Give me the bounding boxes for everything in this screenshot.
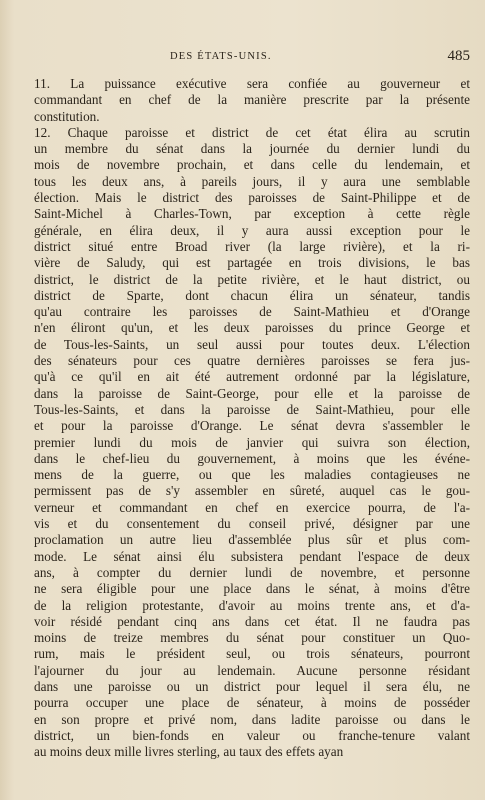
text-line: moins de treize membres du sénat pour constituer un Quo- bbox=[34, 630, 470, 646]
text-line: et pour la paroisse d'Orange. Le sénat devra s'assembler le bbox=[34, 418, 470, 434]
text-line: tous les deux ans, à pareils jours, il y aura une semblable bbox=[34, 173, 470, 189]
page-number: 485 bbox=[447, 48, 470, 64]
text-line: district, un bien-fonds en valeur ou franche-tenure valant bbox=[34, 727, 470, 743]
text-line: l'ajourner du jour au lendemain. Aucune personne résidant bbox=[34, 662, 470, 678]
text-line: qu'au contraire les paroisses de Saint-Mathieu et d'Orange bbox=[34, 304, 470, 320]
text-line: mens de la guerre, ou que les maladies contagieuses ne bbox=[34, 467, 470, 483]
text-line: verneur et commandant en chef en exercice pourra, de l'a- bbox=[34, 499, 470, 515]
text-line: vis et du consentement du conseil privé, désigner par une bbox=[34, 516, 470, 532]
text-line: district situé entre Broad river (la large rivière), et la ri- bbox=[34, 238, 470, 254]
text-line: au moins deux mille livres sterling, au taux des effets ayan bbox=[34, 744, 344, 760]
text-line: district de Sparte, dont chacun élira un sénateur, tandis bbox=[34, 287, 470, 303]
text-line: qu'à ce qu'il en ait été autrement ordonné par la législature, bbox=[34, 369, 470, 385]
text-line: dans le chef-lieu du gouvernement, à moins que les événe- bbox=[34, 450, 470, 466]
running-head: DES ÉTATS-UNIS. bbox=[170, 51, 272, 62]
text-line: district, le district de la petite rivière, et le haut district, ou bbox=[34, 271, 470, 287]
text-line: mode. Le sénat ainsi élu subsistera pendant l'espace de deux bbox=[34, 548, 470, 564]
text-line: un membre du sénat dans la journée du dernier lundi du bbox=[34, 141, 470, 157]
text-line: n'en éliront qu'un, et les deux paroisses du prince George et bbox=[34, 320, 470, 336]
text-line: 11. La puissance exécutive sera confiée au gouverneur et bbox=[34, 76, 470, 91]
text-line: de Tous-les-Saints, un seul aussi pour toutes deux. L'élection bbox=[34, 336, 470, 352]
text-line: dans une paroisse ou un district pour lequel il sera élu, ne bbox=[34, 678, 470, 694]
text-line: permissent pas de s'y assembler en sûreté, auquel cas le gou- bbox=[34, 483, 470, 499]
text-line: rum, mais le président seul, ou trois sénateurs, pourront bbox=[34, 646, 470, 662]
text-line: des sénateurs pour ces quatre dernières paroisses se fera jus- bbox=[34, 353, 470, 369]
text-line: ans, à compter du dernier lundi de novembre, et personne bbox=[34, 564, 470, 580]
page-header bbox=[34, 48, 470, 68]
text-line: en son propre et privé nom, dans ladite paroisse ou dans le bbox=[34, 711, 470, 727]
text-line: mois de novembre prochain, et dans celle du lendemain, et bbox=[34, 157, 470, 173]
text-line: pourra occuper une place de sénateur, à moins de posséder bbox=[34, 695, 470, 711]
text-line: premier lundi du mois de janvier qui suivra son élection, bbox=[34, 434, 470, 450]
text-line: dans la paroisse de Saint-George, pour elle et la paroisse de bbox=[34, 385, 470, 401]
body-text bbox=[34, 76, 470, 760]
text-line: Tous-les-Saints, et dans la paroisse de Saint-Mathieu, pour elle bbox=[34, 401, 470, 417]
text-line: proclamation un autre lieu d'assemblée plus sûr et plus com- bbox=[34, 532, 470, 548]
text-line: ne sera éligible pour une place dans le sénat, à moins d'être bbox=[34, 581, 470, 597]
text-line: 12. Chaque paroisse et district de cet état élira au scrutin bbox=[34, 124, 470, 140]
text-line: voir résidé pendant cinq ans dans cet état. Il ne faudra pas bbox=[34, 613, 470, 629]
text-line: constitution. bbox=[34, 108, 100, 124]
text-line: élection. Mais le district des paroisses de Saint-Philippe et de bbox=[34, 190, 470, 206]
text-line: générale, en élira deux, il y aura aussi exception pour le bbox=[34, 222, 470, 238]
text-line: Saint-Michel à Charles-Town, par exception à cette règle bbox=[34, 206, 470, 222]
text-line: vière de Saludy, qui est partagée en trois divisions, le bas bbox=[34, 255, 470, 271]
text-line: commandant en chef de la manière prescrite par la présente bbox=[34, 92, 470, 108]
text-line: de la religion protestante, d'avoir au moins trente ans, et d'a- bbox=[34, 597, 470, 613]
